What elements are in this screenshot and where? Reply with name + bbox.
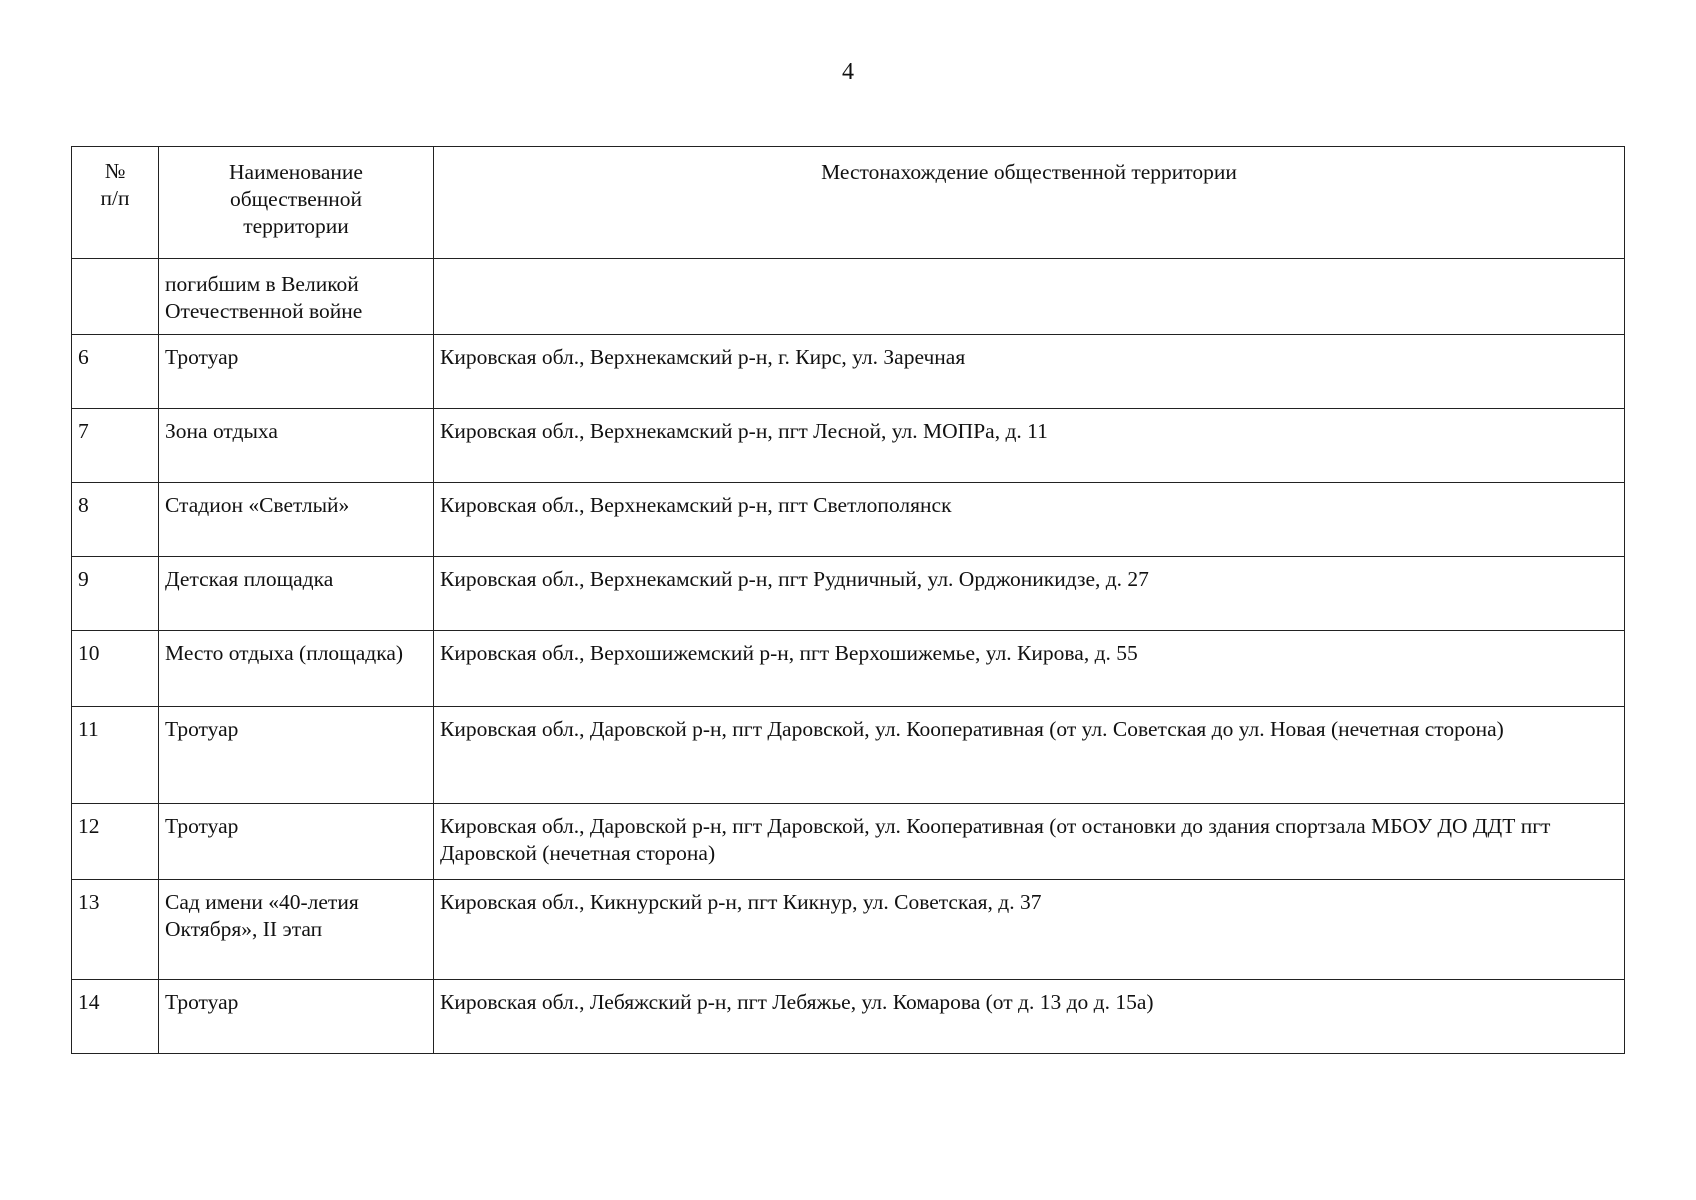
row-name: Тротуар xyxy=(159,980,434,1054)
row-number: 13 xyxy=(72,880,159,980)
row-location: Кировская обл., Верхошижемский р-н, пгт Верхошижемье, ул. Кирова, д. 55 xyxy=(434,631,1625,707)
row-name: Тротуар xyxy=(159,707,434,804)
table-header-row xyxy=(72,147,1625,259)
table-row xyxy=(72,557,1625,631)
row-name: Сад имени «40-летия Октября», II этап xyxy=(159,880,434,980)
row-number: 11 xyxy=(72,707,159,804)
row-location: Кировская обл., Даровской р-н, пгт Даровской, ул. Кооперативная (от остановки до здания спортзала МБОУ ДО ДДТ пгт Даровской (нечетная сторона) xyxy=(434,804,1625,880)
row-name: Стадион «Светлый» xyxy=(159,483,434,557)
row-name: погибшим в Великой Отечественной войне xyxy=(159,259,434,335)
row-location: Кировская обл., Лебяжский р-н, пгт Лебяжье, ул. Комарова (от д. 13 до д. 15а) xyxy=(434,980,1625,1054)
table-row xyxy=(72,880,1625,980)
row-location xyxy=(434,259,1625,335)
table-row xyxy=(72,259,1625,335)
table-row xyxy=(72,804,1625,880)
row-name: Место отдыха (площадка) xyxy=(159,631,434,707)
table-row xyxy=(72,409,1625,483)
row-number: 8 xyxy=(72,483,159,557)
table-row xyxy=(72,980,1625,1054)
row-name: Тротуар xyxy=(159,804,434,880)
row-name: Тротуар xyxy=(159,335,434,409)
territories-table xyxy=(71,146,1625,1054)
row-location: Кировская обл., Кикнурский р-н, пгт Кикнур, ул. Советская, д. 37 xyxy=(434,880,1625,980)
row-number: 12 xyxy=(72,804,159,880)
row-number: 9 xyxy=(72,557,159,631)
row-number: 14 xyxy=(72,980,159,1054)
row-name: Детская площадка xyxy=(159,557,434,631)
row-location: Кировская обл., Верхнекамский р-н, г. Кирс, ул. Заречная xyxy=(434,335,1625,409)
header-location: Местонахождение общественной территории xyxy=(434,147,1625,259)
row-name: Зона отдыха xyxy=(159,409,434,483)
row-number: 10 xyxy=(72,631,159,707)
row-location: Кировская обл., Верхнекамский р-н, пгт Рудничный, ул. Орджоникидзе, д. 27 xyxy=(434,557,1625,631)
table-row xyxy=(72,707,1625,804)
table-row xyxy=(72,631,1625,707)
row-location: Кировская обл., Верхнекамский р-н, пгт Светлополянск xyxy=(434,483,1625,557)
header-name: Наименование общественной территории xyxy=(159,147,434,259)
table-row xyxy=(72,483,1625,557)
row-number: 6 xyxy=(72,335,159,409)
table-row xyxy=(72,335,1625,409)
row-location: Кировская обл., Даровской р-н, пгт Даровской, ул. Кооперативная (от ул. Советская до ул. Новая (нечетная сторона) xyxy=(434,707,1625,804)
page-number: 4 xyxy=(842,59,854,85)
row-number xyxy=(72,259,159,335)
header-number: № п/п xyxy=(72,147,159,259)
row-number: 7 xyxy=(72,409,159,483)
row-location: Кировская обл., Верхнекамский р-н, пгт Лесной, ул. МОПРа, д. 11 xyxy=(434,409,1625,483)
